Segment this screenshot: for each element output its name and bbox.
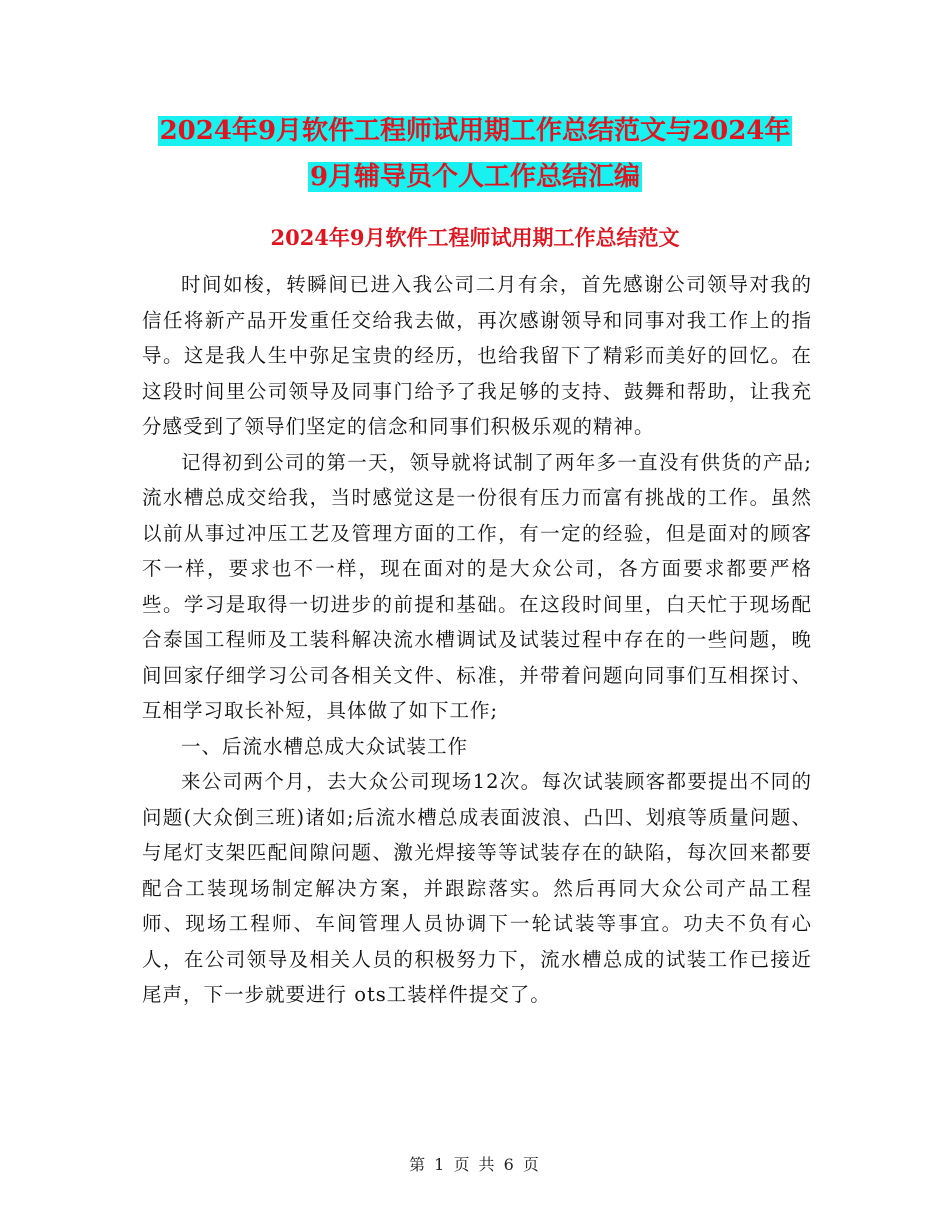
paragraph-1: 时间如梭，转瞬间已进入我公司二月有余，首先感谢公司领导对我的信任将新产品开发重任交给我去做，再次感谢领导和同事对我工作上的指导。这是我人生中弥足宝贵的经历，也给我留下了精彩而美好的回忆。在这段时间里公司领导及同事门给予了我足够的支持、鼓舞和帮助，让我充分感受到了领导们坚定的信念和同事们积极乐观的精神。 — [142, 273, 812, 438]
page-footer: 第 1 页 共 6 页 — [409, 1155, 541, 1174]
section-title: 2024年9月软件工程师试用期工作总结范文 — [270, 225, 680, 250]
paragraph-3: 来公司两个月，去大众公司现场12次。每次试装顾客都要提出不同的问题(大众倒三班)诸如;后流水槽总成表面波浪、凸凹、划痕等质量问题、与尾灯支架匹配间隙问题、激光焊接等等试装存在的缺陷，每次回来都要配合工装现场制定解决方案，并跟踪落实。然后再同大众公司产品工程师、现场工程师、车间管理人员协调下一轮试装等事宜。功夫不负有心人，在公司领导及相关人员的积极努力下，流水槽总成的试装工作已接近尾声，下一步就要进行 ots工装样件提交了。 — [142, 770, 812, 1006]
document-title — [0, 108, 950, 200]
paragraph-heading-1: 一、后流水槽总成大众试装工作 — [181, 734, 469, 758]
document-title-line-2: 9月辅导员个人工作总结汇编 — [309, 162, 641, 192]
document-title-line-1: 2024年9月软件工程师试用期工作总结范文与2024年 — [159, 116, 791, 146]
document-body — [142, 267, 812, 1013]
paragraph-2: 记得初到公司的第一天，领导就将试制了两年多一直没有供货的产品;流水槽总成交给我，当时感觉这是一份很有压力而富有挑战的工作。虽然以前从事过冲压工艺及管理方面的工作，有一定的经验，但是面对的顾客不一样，要求也不一样，现在面对的是大众公司，各方面要求都要严格些。学习是取得一切进步的前提和基础。在这段时间里，白天忙于现场配合泰国工程师及工装科解决流水槽调试及试装过程中存在的一些问题，晚间回家仔细学习公司各相关文件、标准，并带着问题向同事们互相探讨、互相学习取长补短，具体做了如下工作; — [142, 450, 812, 722]
